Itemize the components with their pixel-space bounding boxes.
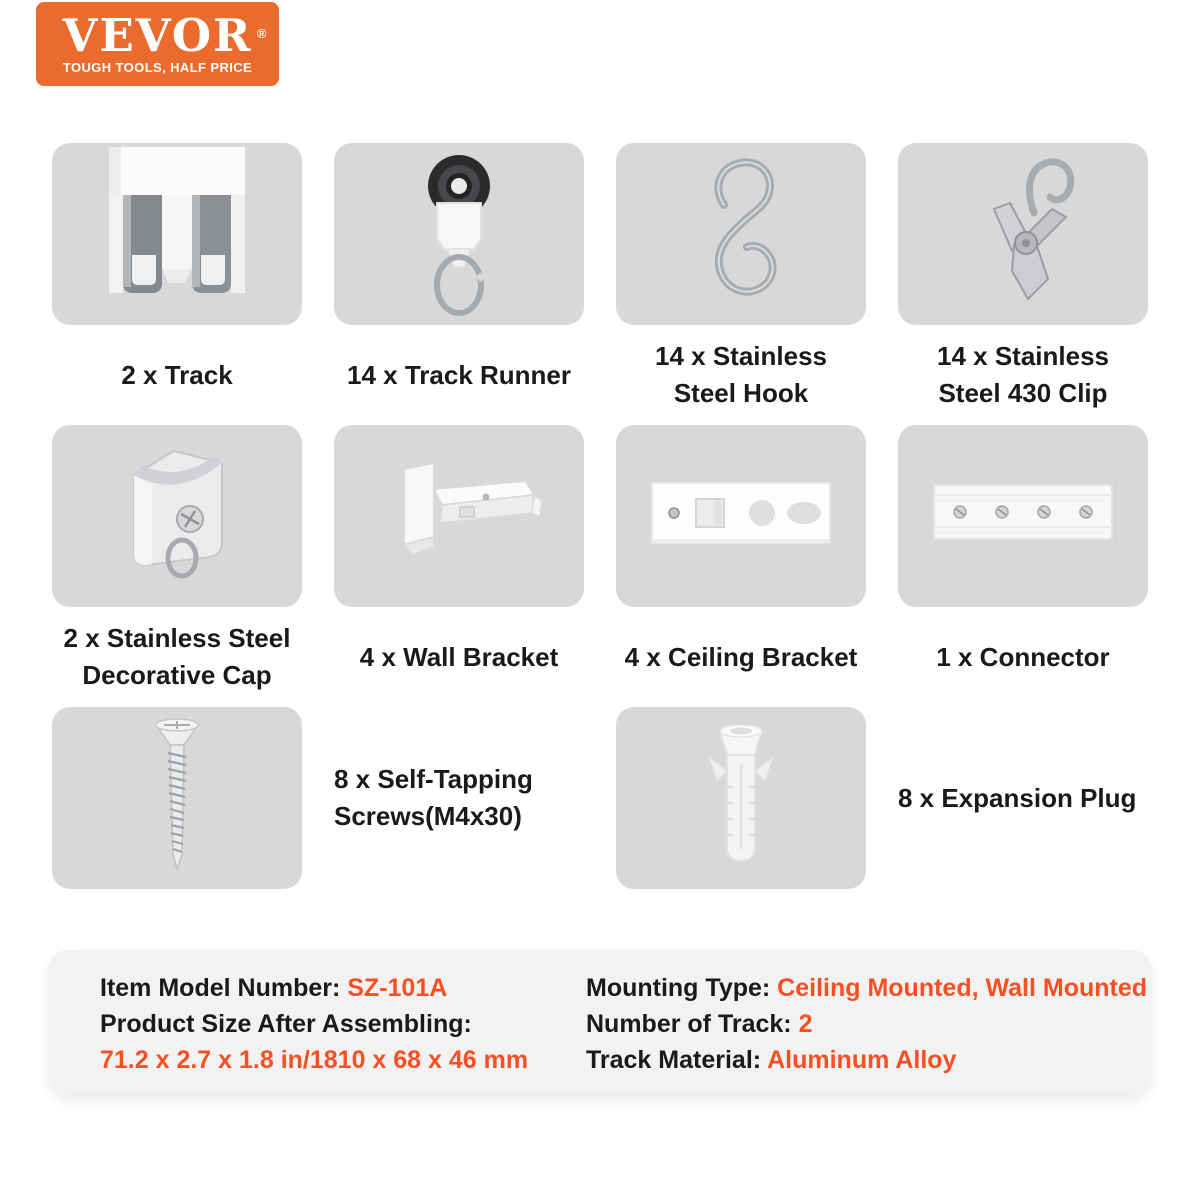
brand-tagline: TOUGH TOOLS, HALF PRICE [62,60,253,75]
part-label-line: 14 x Stainless [655,341,827,371]
specs-box [48,950,1152,1092]
part-label-screws [334,761,584,835]
part-label-line: 8 x Expansion Plug [898,782,1137,813]
spec-label: Product Size After Assembling: [100,1010,472,1038]
part-cell-decorative-cap [52,425,302,707]
part-label-line: Screws(M4x30) [334,801,522,831]
spec-label: Track Material: [586,1046,768,1074]
part-cell-screws [52,707,584,889]
part-label-line: Decorative Cap [82,660,272,690]
ceiling-bracket-icon [616,425,866,607]
part-label-wall-bracket [334,607,584,707]
spec-item-model-number [100,970,586,1006]
wall-bracket-icon [334,425,584,607]
spec-number-of-track [586,1006,1147,1042]
part-photo-steel-hook [616,143,866,325]
parts-grid [52,143,1148,889]
part-cell-connector [898,425,1148,707]
part-photo-screws [52,707,302,889]
spec-label: Mounting Type: [586,974,778,1002]
part-photo-expansion-plug [616,707,866,889]
part-cell-steel-clip [898,143,1148,425]
part-label-track [52,325,302,425]
part-label-decorative-cap [52,607,302,707]
self-tapping-screw-icon [52,707,302,889]
stainless-steel-clip-icon [898,143,1148,325]
expansion-plug-icon [616,707,866,889]
spec-value: 71.2 x 2.7 x 1.8 in/1810 x 68 x 46 mm [100,1046,529,1074]
part-photo-wall-bracket [334,425,584,607]
part-cell-wall-bracket [334,425,584,707]
part-label-expansion-plug [898,780,1148,817]
part-photo-ceiling-bracket [616,425,866,607]
spec-product-size-label [100,1006,586,1042]
curtain-track-icon [52,143,302,325]
track-runner-icon [334,143,584,325]
spec-label: Number of Track: [586,1010,799,1038]
part-label-line: Steel 430 Clip [938,378,1108,408]
part-cell-expansion-plug [616,707,1148,889]
vevor-logo [36,2,279,86]
part-label-line: 2 x Stainless Steel [63,623,291,653]
registered-trademark-icon: ® [256,26,269,41]
part-cell-track-runner [334,143,584,425]
part-label-line: 14 x Track Runner [347,359,571,390]
part-label-line: 14 x Stainless [937,341,1109,371]
part-photo-track [52,143,302,325]
spec-value: SZ-101A [347,974,448,1002]
brand-name [62,9,269,62]
part-label-steel-clip [898,325,1148,425]
spec-value: Aluminum Alloy [767,1046,957,1074]
part-label-connector [898,607,1148,707]
part-label-line: Steel Hook [673,378,809,408]
part-label-line: 1 x Connector [936,641,1110,672]
brand-wordmark: VEVOR [62,9,253,62]
stainless-steel-hook-icon [616,143,866,325]
part-cell-track [52,143,302,425]
part-label-line: 2 x Track [121,359,233,390]
part-photo-connector [898,425,1148,607]
decorative-cap-icon [52,425,302,607]
part-photo-decorative-cap [52,425,302,607]
part-photo-steel-clip [898,143,1148,325]
spec-product-size-value [100,1042,586,1078]
part-label-ceiling-bracket [616,607,866,707]
part-photo-track-runner [334,143,584,325]
spec-label: Item Model Number: [100,974,348,1002]
spec-value: Ceiling Mounted, Wall Mounted [777,974,1148,1002]
part-label-line: 8 x Self-Tapping [334,764,533,794]
connector-icon [898,425,1148,607]
part-label-line: 4 x Wall Bracket [359,641,559,672]
part-label-track-runner [334,325,584,425]
spec-track-material [586,1042,1147,1078]
part-label-line: 4 x Ceiling Bracket [624,641,858,672]
specs-column-right [586,970,1147,1092]
part-cell-steel-hook [616,143,866,425]
specs-column-left [100,970,586,1092]
part-label-steel-hook [616,325,866,425]
spec-mounting-type [586,970,1147,1006]
spec-value: 2 [798,1010,813,1038]
part-cell-ceiling-bracket [616,425,866,707]
